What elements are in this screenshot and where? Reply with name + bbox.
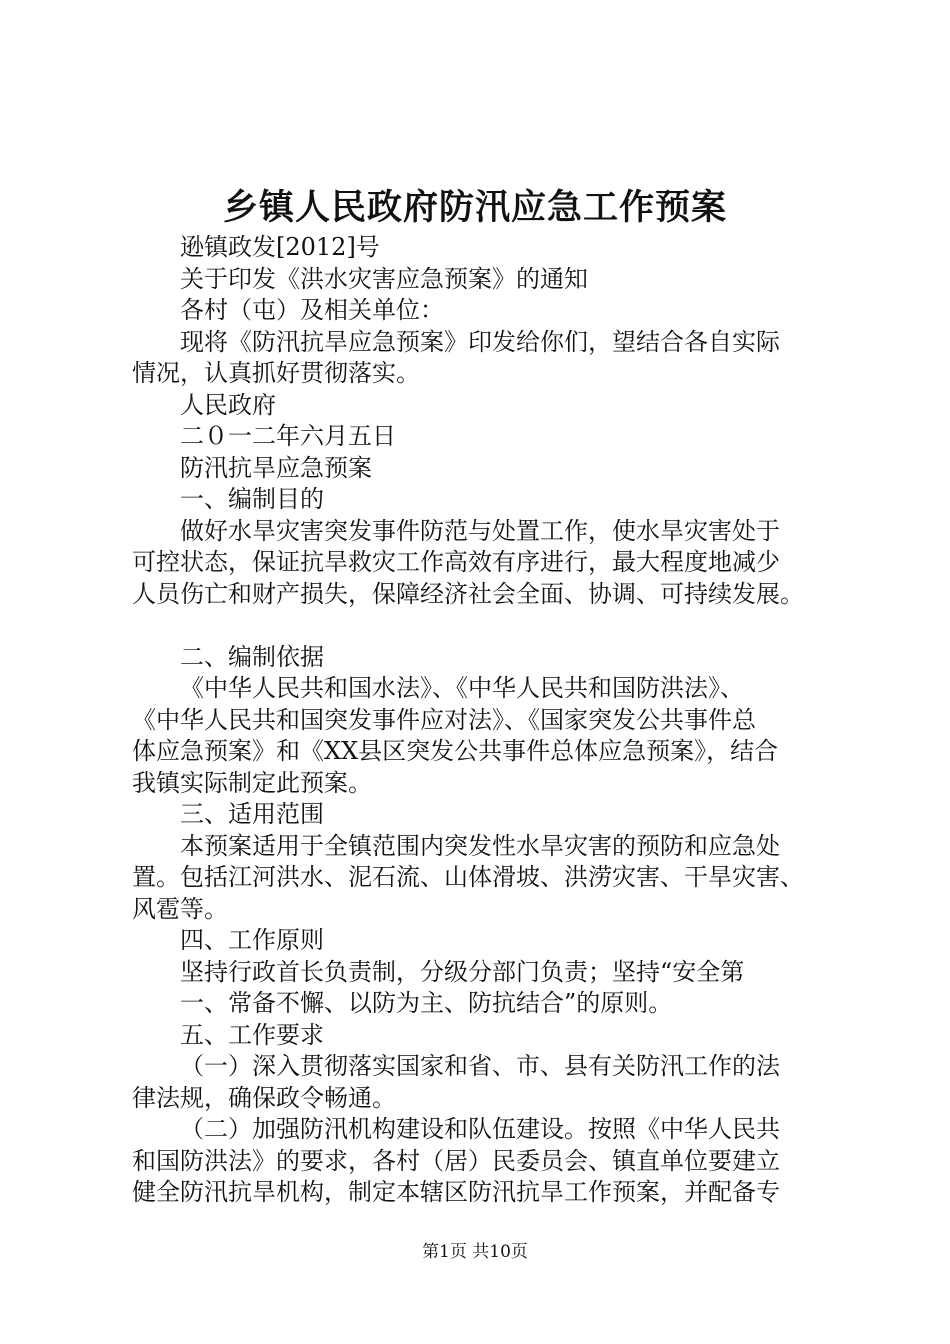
body-line: 《中华人民共和国突发事件应对法》、《国家突发公共事件总 [132, 705, 756, 734]
body-line: 关于印发《洪水灾害应急预案》的通知 [180, 264, 588, 293]
body-line: 律法规，确保政令畅通。 [132, 1083, 396, 1112]
page-footer: 第1页 共10页 [422, 1242, 528, 1262]
body-line: 逊镇政发[2012]号 [180, 233, 380, 261]
body-line: （二）加强防汛机构建设和队伍建设。按照《中华人民共 [180, 1115, 780, 1143]
body-line: 四、工作原则 [180, 926, 324, 954]
body-line: 本预案适用于全镇范围内突发性水旱灾害的预防和应急处 [180, 831, 780, 860]
body-line: 体应急预案》和《XX县区突发公共事件总体应急预案》，结合 [132, 737, 779, 765]
body-line: 置。包括江河洪水、泥石流、山体滑坡、洪涝灾害、干旱灾害、 [132, 863, 804, 891]
body-line [132, 610, 838, 642]
body-line: 五、工作要求 [180, 1020, 324, 1049]
body-line: 风雹等。 [132, 894, 228, 923]
body-line: 各村（屯）及相关单位： [180, 296, 444, 324]
document-body [132, 232, 838, 1209]
body-line: 健全防汛抗旱机构，制定本辖区防汛抗旱工作预案，并配备专 [132, 1178, 780, 1206]
body-line: 《中华人民共和国水法》、《中华人民共和国防洪法》、 [180, 674, 744, 702]
body-line: 人民政府 [180, 390, 276, 419]
body-line: 一、常备不懈、以防为主、防抗结合”的原则。 [180, 989, 673, 1017]
body-line: 三、适用范围 [180, 800, 324, 828]
body-line: 人员伤亡和财产损失，保障经济社会全面、协调、可持续发展。 [132, 579, 804, 608]
body-line: 和国防洪法》的要求，各村（居）民委员会、镇直单位要建立 [132, 1146, 780, 1175]
body-line: 我镇实际制定此预案。 [132, 768, 372, 797]
body-line: 一、编制目的 [180, 485, 324, 513]
body-line: 可控状态，保证抗旱救灾工作高效有序进行，最大程度地减少 [132, 548, 780, 576]
body-line: 二０一二年六月五日 [180, 422, 396, 450]
document-title: 乡镇人民政府防汛应急工作预案 [222, 187, 727, 228]
body-line: 现将《防汛抗旱应急预案》印发给你们，望结合各自实际 [180, 327, 780, 356]
body-line: 情况，认真抓好贯彻落实。 [132, 359, 420, 387]
body-line: 坚持行政首长负责制，分级分部门负责；坚持“安全第 [180, 957, 745, 986]
body-line: 做好水旱灾害突发事件防范与处置工作，使水旱灾害处于 [180, 516, 780, 545]
body-line: 防汛抗旱应急预案 [180, 453, 372, 482]
body-line: 二、编制依据 [180, 642, 324, 671]
body-line: （一）深入贯彻落实国家和省、市、县有关防汛工作的法 [180, 1052, 780, 1080]
